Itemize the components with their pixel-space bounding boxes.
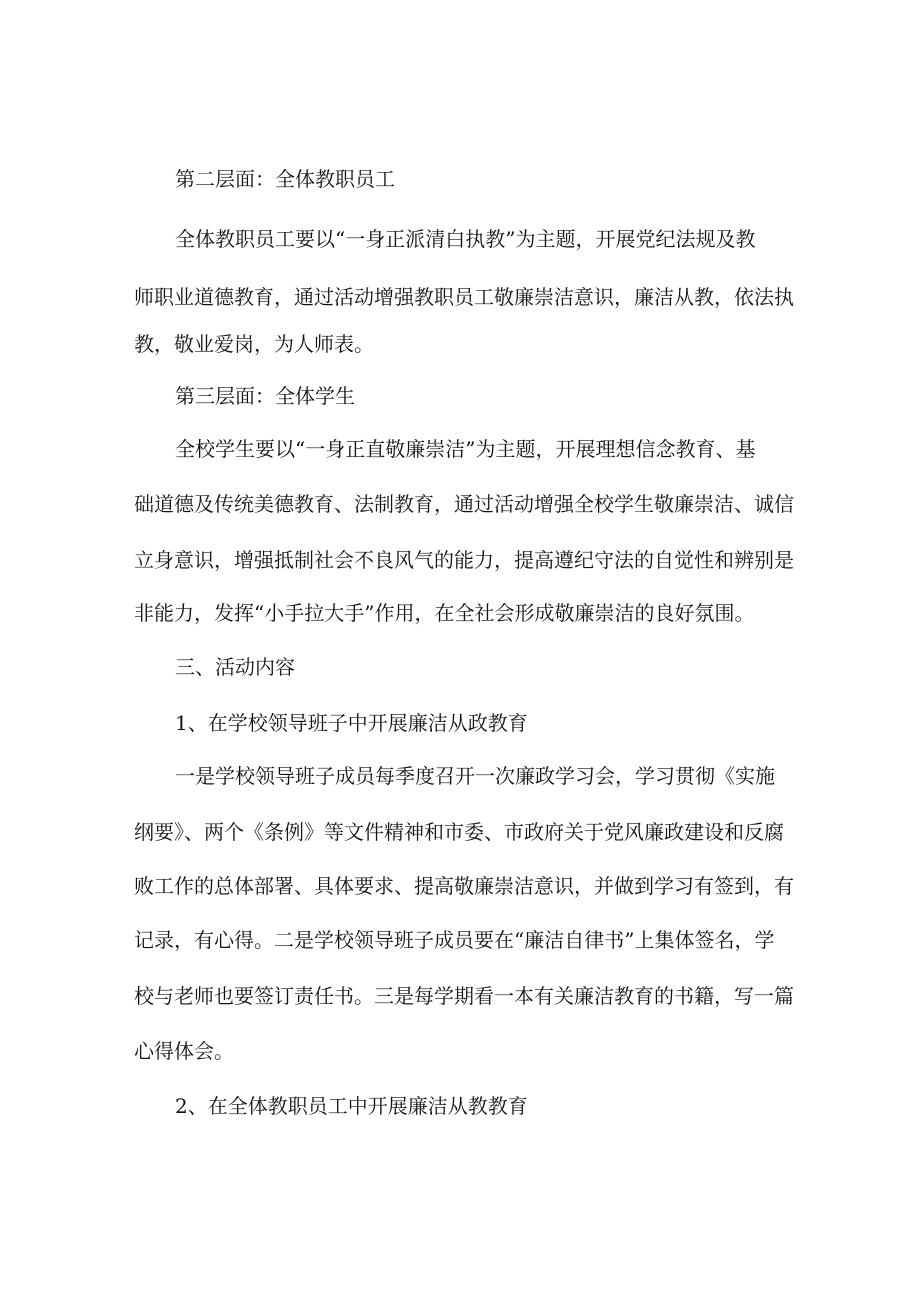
item1-para-line-3: 败工作的总体部署、具体要求、提高敬廉崇洁意识，并做到学习有签到，有: [134, 874, 794, 898]
item1-para-line-1: 一是学校领导班子成员每季度召开一次廉政学习会，学习贯彻《实施: [175, 764, 775, 788]
level2-heading: 第二层面：全体教职员工: [175, 167, 395, 191]
level3-para-line-2: 础道德及传统美德教育、法制教育，通过活动增强全校学生敬廉崇洁、诚信: [134, 492, 794, 516]
level2-para-line-1: 全体教职员工要以“一身正派清白执教”为主题，开展党纪法规及教: [175, 227, 756, 251]
item1-para-line-6: 心得体会。: [134, 1039, 234, 1063]
item1-heading: 1、在学校领导班子中开展廉洁从政教育: [175, 711, 528, 735]
level3-para-line-4: 非能力，发挥“小手拉大手”作用，在全社会形成敬廉崇洁的良好氛围。: [134, 601, 755, 625]
level3-heading: 第三层面：全体学生: [175, 384, 355, 408]
level3-para-line-3: 立身意识，增强抵制社会不良风气的能力，提高遵纪守法的自觉性和辨别是: [134, 548, 794, 572]
level2-para-line-2: 师职业道德教育，通过活动增强教职员工敬廉崇洁意识，廉洁从教，依法执: [134, 285, 794, 309]
section3-heading: 三、活动内容: [175, 655, 295, 679]
item2-heading: 2、在全体教职员工中开展廉洁从教教育: [175, 1094, 528, 1118]
level2-para-line-3: 教，敬业爱岗，为人师表。: [134, 332, 374, 356]
item1-para-line-4: 记录，有心得。二是学校领导班子成员要在“廉洁自律书”上集体签名，学: [134, 928, 775, 952]
level3-para-line-1: 全校学生要以“一身正直敬廉崇洁”为主题，开展理想信念教育、基: [175, 437, 756, 461]
item1-para-line-5: 校与老师也要签订责任书。三是每学期看一本有关廉洁教育的书籍，写一篇: [134, 984, 794, 1008]
item1-para-line-2: 纲要》、两个《条例》等文件精神和市委、市政府关于党风廉政建设和反腐: [134, 820, 784, 844]
